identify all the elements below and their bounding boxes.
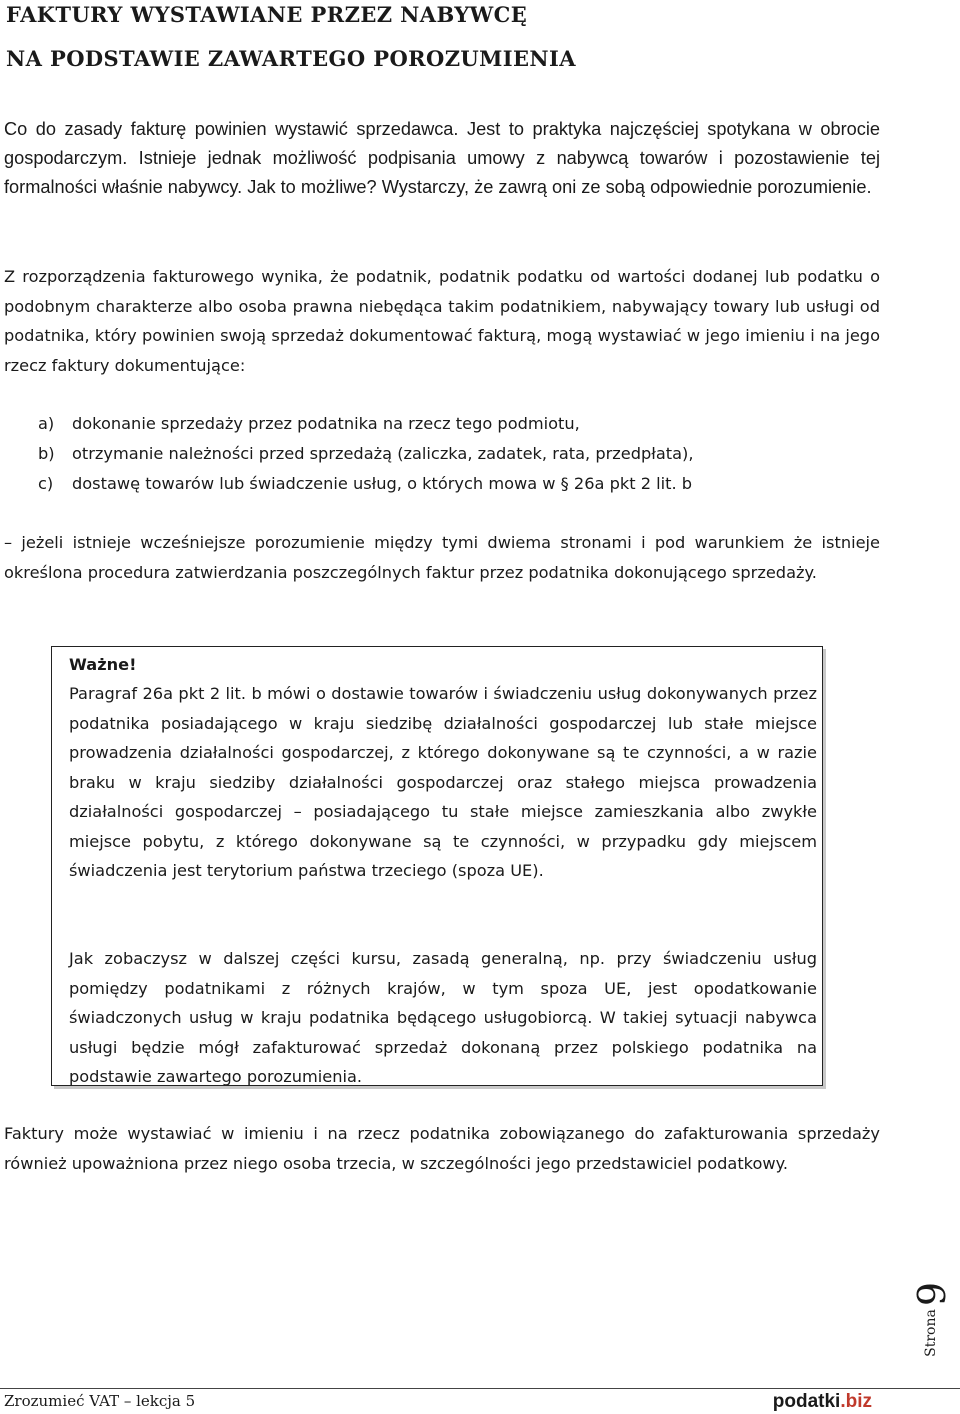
page-label: Strona <box>923 1309 939 1357</box>
list-marker: a) <box>38 414 55 433</box>
closing-paragraph: Faktury może wystawiać w imieniu i na rzecz podatnika zobowiązanego do zafakturowania sprzedaży również upoważniona przez niego osoba trzecia, w szczególności jego przedstawiciel podatkowy. <box>4 1124 880 1173</box>
footer-brand-logo <box>773 1391 872 1413</box>
list-marker: c) <box>38 474 54 493</box>
footer-divider <box>0 1388 960 1389</box>
document-title-line-1: FAKTURY WYSTAWIANE PRZEZ NABYWCĘ <box>6 2 528 27</box>
list-item-text: otrzymanie należności przed sprzedażą (zaliczka, zadatek, rata, przedpłata), <box>72 444 694 463</box>
document-title-line-2: NA PODSTAWIE ZAWARTEGO POROZUMIENIA <box>6 46 576 71</box>
brand-domain: .biz <box>840 1391 872 1412</box>
page-number-value: 9 <box>910 1281 954 1307</box>
condition-paragraph: – jeżeli istnieje wcześniejsze porozumienie między tymi dwiema stronami i pod warunkiem że istnieje określona procedura zatwierdzania poszczególnych faktur przez podatnika dokonującego sprzedaży. <box>4 533 880 582</box>
page-number <box>912 1270 952 1368</box>
important-note-paragraph-2: Jak zobaczysz w dalszej części kursu, zasadą generalną, np. przy świadczeniu usług pomiędzy podatnikami z różnych krajów, w tym spoza UE, jest opodatkowanie świadczonych usług w kraju podatnika będącego usługobiorcą. W takiej sytuacji nabywca usługi będzie mógł zafakturować sprzedaż dokonaną przez polskiego podatnika na podstawie zawartego porozumienia. <box>69 949 817 1086</box>
list-item-text: dokonanie sprzedaży przez podatnika na rzecz tego podmiotu, <box>72 414 580 433</box>
important-heading: Ważne! <box>69 655 137 674</box>
footer-course-title: Zrozumieć VAT – lekcja 5 <box>4 1392 196 1410</box>
intro-paragraph: Co do zasady fakturę powinien wystawić sprzedawca. Jest to praktyka najczęściej spotykana w obrocie gospodarczym. Istnieje jednak możliwość podpisania umowy z nabywcą towarów i pozostawienie tej formalności właśnie nabywcy. Jak to możliwe? Wystarczy, że zawrą oni ze sobą odpowiednie porozumienie. <box>4 119 880 197</box>
regulation-paragraph: Z rozporządzenia fakturowego wynika, że podatnik, podatnik podatku od wartości dodanej lub podatku o podobnym charakterze albo osoba prawna niebędąca takim podatnikiem, nabywający towary lub usługi od podatnika, który powinien swoją sprzedaż dokumentować fakturą, mogą wystawiać w jego imieniu i na jego rzecz faktury dokumentujące: <box>4 267 880 375</box>
list-item-text: dostawę towarów lub świadczenie usług, o których mowa w § 26a pkt 2 lit. b <box>72 474 693 493</box>
list-item <box>38 469 692 499</box>
list-item <box>38 409 580 439</box>
list-marker: b) <box>38 444 55 463</box>
important-note-box <box>51 646 823 1086</box>
brand-name: podatki <box>772 1391 841 1412</box>
important-note-paragraph-1: Paragraf 26a pkt 2 lit. b mówi o dostawie towarów i świadczeniu usług dokonywanych przez podatnika posiadającego w kraju siedzibę działalności gospodarczej lub stałe miejsce prowadzenia działalności gospodarczej, z którego dokonywane są te czynności, a w razie braku w kraju siedziby działalności gospodarczej oraz stałego miejsca prowadzenia działalności gospodarczej – posiadającego tu stałe miejsce zamieszkania albo zwykłe miejsce pobytu, z którego dokonywane są te czynności, w przypadku gdy miejscem świadczenia jest terytorium państwa trzeciego (spoza UE). <box>69 684 817 880</box>
list-item <box>38 439 694 469</box>
